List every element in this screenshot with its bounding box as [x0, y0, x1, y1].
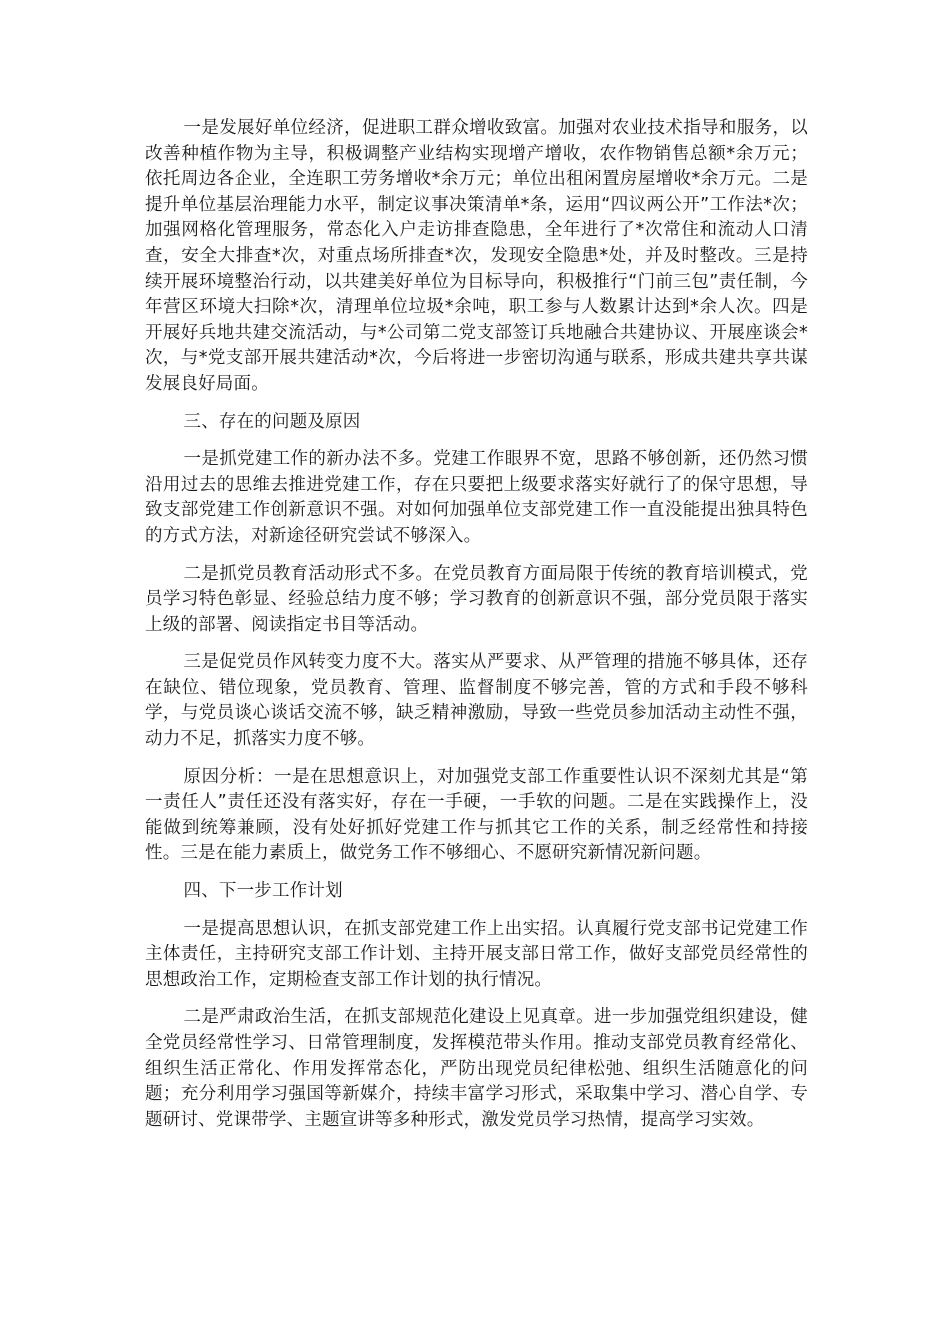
paragraph-problem-2: 二是抓党员教育活动形式不多。在党员教育方面局限于传统的教育培训模式，党员学习特色彰显、经验总结力度不够；学习教育的创新意识不强，部分党员限于落实上级的部署、阅读指定书目等活动。: [145, 563, 808, 635]
paragraph-problem-3: 三是促党员作风转变力度不大。落实从严要求、从严管理的措施不够具体，还存在缺位、错位现象，党员教育、管理、监督制度不够完善，管的方式和手段不够科学，与党员谈心谈话交流不够，缺乏精神激励，导致一些党员参加活动主动性不强，动力不足，抓落实力度不够。: [145, 652, 808, 750]
paragraph-plan-1: 一是提高思想认识，在抓支部党建工作上出实招。认真履行党支部书记党建工作主体责任，主持研究支部工作计划、主持开展支部日常工作，做好支部党员经常性的思想政治工作，定期检查支部工作计划的执行情况。: [145, 918, 808, 990]
paragraph-problem-1: 一是抓党建工作的新办法不多。党建工作眼界不宽，思路不够创新，还仍然习惯沿用过去的思维去推进党建工作，存在只要把上级要求落实好就行了的保守思想，导致支部党建工作创新意识不强。对如何加强单位支部党建工作一直没能提出独具特色的方式方法，对新途径研究尝试不够深入。: [145, 449, 808, 546]
paragraph-cause-analysis: 原因分析：一是在思想意识上，对加强党支部工作重要性认识不深刻尤其是“第一责任人”责任还没有落实好，存在一手硬，一手软的问题。二是在实践操作上，没能做到统筹兼顾，没有处好抓好党建工作与抓其它工作的关系，制乏经常性和持接性。三是在能力素质上，做党务工作不够细心、不愿研究新情况新问题。: [145, 766, 808, 864]
document-page: [145, 116, 808, 1145]
section-heading-problems: 三、存在的问题及原因: [183, 411, 361, 432]
paragraph-plan-2: 二是严肃政治生活，在抓支部规范化建设上见真章。进一步加强党组织建设，健全党员经常性学习、日常管理制度，发挥模范带头作用。推动支部党员教育经常化、组织生活正常化、作用发挥常态化，严防出现党员纪律松弛、组织生活随意化的问题；充分利用学习强国等新媒介，持续丰富学习形式，采取集中学习、潜心自学、专题研讨、党课带学、主题宣讲等多种形式，激发党员学习热情，提高学习实效。: [145, 1007, 808, 1130]
section-heading-next-plan: 四、下一步工作计划: [183, 881, 343, 902]
paragraph-economy-governance: 一是发展好单位经济，促进职工群众增收致富。加强对农业技术指导和服务，以改善种植作物为主导，积极调整产业结构实现增产增收，农作物销售总额*余万元；依托周边各企业，全连职工劳务增收*余万元；单位出租闲置房屋增收*余万元。二是提升单位基层治理能力水平，制定议事决策清单*条，运用“四议两公开”工作法*次；加强网格化管理服务，常态化入户走访排查隐患，全年进行了*次常住和流动人口清查，安全大排查*次，对重点场所排查*次，发现安全隐患*处，并及时整改。三是持续开展环境整治行动，以共建美好单位为目标导向，积极推行“门前三包”责任制，今年营区环境大扫除*次，清理单位垃圾*余吨，职工参与人数累计达到*余人次。四是开展好兵地共建交流活动，与*公司第二党支部签订兵地融合共建协议、开展座谈会*次，与*党支部开展共建活动*次，今后将进一步密切沟通与联系，形成共建共享共谋发展良好局面。: [145, 118, 808, 394]
